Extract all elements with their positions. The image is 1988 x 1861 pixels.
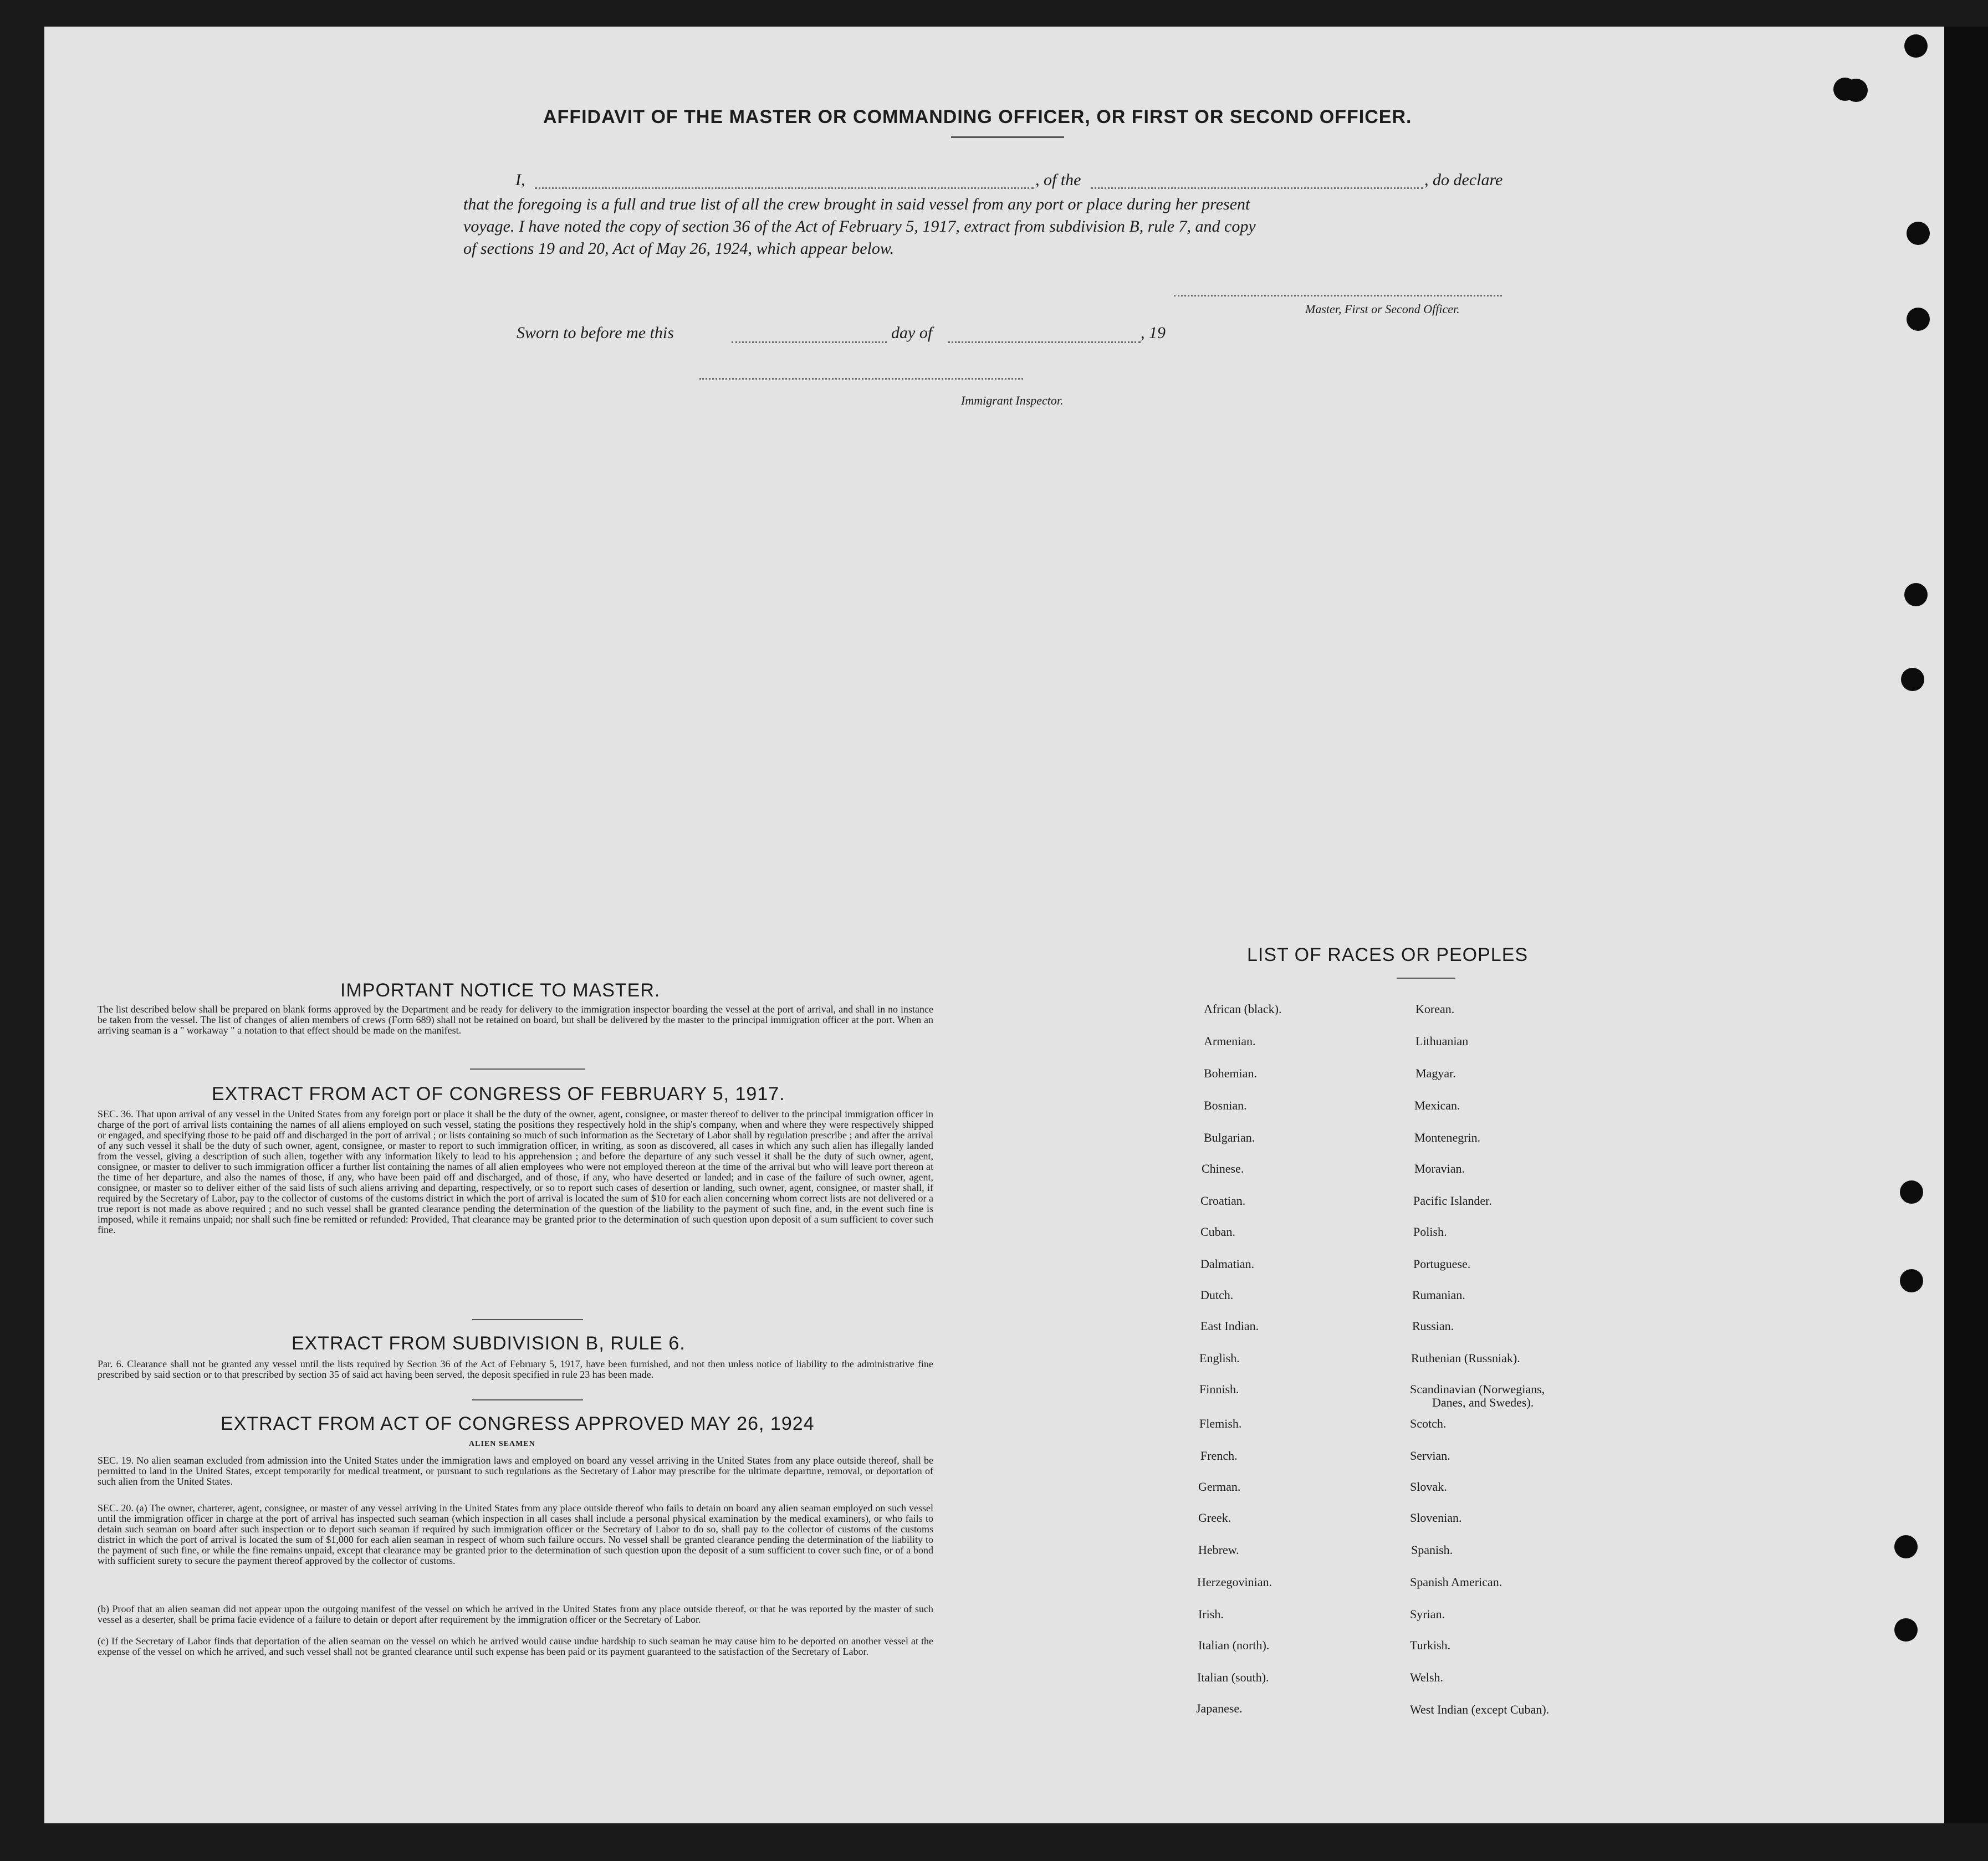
races-divider [1397, 978, 1455, 979]
race-item: Bohemian. [1204, 1066, 1257, 1080]
affidavit-text-line: that the foregoing is a full and true list of all the crew brought in said vessel from any port or place during her present [463, 195, 1250, 213]
sworn-month-field[interactable] [948, 341, 1141, 343]
year-label: , 19 [1141, 324, 1166, 342]
race-item: West Indian (except Cuban). [1410, 1702, 1550, 1716]
race-item: Herzegovinian. [1197, 1575, 1272, 1589]
race-item: Spanish. [1411, 1543, 1453, 1557]
race-item: Italian (south). [1197, 1670, 1269, 1684]
section-divider [472, 1399, 583, 1400]
binder-hole [1900, 1180, 1923, 1204]
race-item: Pacific Islander. [1413, 1194, 1492, 1208]
race-item: Moravian. [1414, 1162, 1465, 1175]
sworn-day-field[interactable] [732, 341, 887, 343]
inspector-signature-field[interactable] [699, 378, 1023, 380]
race-item: French. [1200, 1449, 1238, 1463]
day-of-label: day of [891, 324, 933, 342]
race-item: Cuban. [1200, 1225, 1235, 1239]
affidavit-title: AFFIDAVIT OF THE MASTER OR COMMANDING OFFICER, OR FIRST OR SECOND OFFICER. [543, 106, 1412, 127]
extract-1924-sec20b: (b) Proof that an alien seaman did not appear upon the outgoing manifest of the vessel on which he arrived in the United States from any place outside thereof, or that he was reported by the master of such vessel as a deserter, shall be prima facie evidence of a failure to detain or deport after requirement by the immigration officer or the Secretary of Labor. [98, 1603, 933, 1625]
race-item: Ruthenian (Russniak). [1411, 1351, 1520, 1365]
extract-1917-title: EXTRACT FROM ACT OF CONGRESS OF FEBRUARY 5, 1917. [212, 1083, 785, 1105]
race-item: Spanish American. [1410, 1575, 1503, 1589]
binder-hole [1833, 78, 1857, 101]
declarant-prefix: I, [515, 171, 525, 189]
race-item: English. [1199, 1351, 1240, 1365]
race-item: Turkish. [1410, 1638, 1451, 1652]
race-item: African (black). [1204, 1002, 1282, 1016]
scan-border [1944, 27, 1988, 1823]
master-signature-caption: Master, First or Second Officer. [1305, 302, 1460, 316]
affidavit-text-line: voyage. I have noted the copy of section 36 of the Act of February 5, 1917, extract from subdivision B, rule 7, and copy [463, 217, 1256, 236]
section-divider [470, 1068, 585, 1070]
race-item: Armenian. [1204, 1034, 1256, 1048]
affidavit-text-line: of sections 19 and 20, Act of May 26, 1924, which appear below. [463, 239, 895, 258]
extract-1924-sec20c: (c) If the Secretary of Labor finds that deportation of the alien seaman on the vessel on which he arrived would cause undue hardship to such seaman he may cause him to be deported on another vessel at the expense of the vessel on which he arrived, and such vessel shall not be granted clearance until such expense has been paid or its payment guaranteed to the satisfaction of the Secretary of Labor. [98, 1635, 933, 1657]
race-item: Polish. [1413, 1225, 1447, 1239]
extract-1917-text: SEC. 36. That upon arrival of any vessel in the United States from any foreign port or place it shall be the duty of the owner, agent, consignee, or master thereof to deliver to the principal immigration officer in charge of the port of arrival lists containing the names of all aliens employed on such vessel, stating the positions they respectively hold in the ship's company, when and where they were respectively shipped or engaged, and specifying those to be paid off and discharged in the port of arrival ; or lists containing so much of such information as the Secretary of Labor shall by regulation prescribe ; and after the arrival of any such vessel it shall be the duty of such owner, agent, consignee, or master to report to such immigration officer, in writing, as soon as discovered, all cases in which any such alien has illegally landed from the vessel, giving a description of such alien, together with any information likely to lead to his apprehension ; and before the departure of any such vessel it shall be the duty of such owner, agent, consignee, or master to deliver to such immigration officer a further list containing the names of all alien employees who were not employed thereon at the time of the arrival but who will leave port thereon at the time of her departure, and also the names of those, if any, who have been paid off and discharged, and of those, if any, who have deserted or landed; and in case of the failure of such owner, agent, consignee, or master so to deliver either of the said lists of such aliens arriving and departing, respectively, or so to report such cases of desertion or landing, such owner, agent, consignee, or master shall, if required by the Secretary of Labor, pay to the collector of customs of the customs district in which the port of arrival is located the sum of $10 for each alien concerning whom correct lists are not delivered or a true report is not made as above required ; and no such vessel shall be granted clearance pending the determination of the question of the liability to the payment of such fine, and, in the event such fine is imposed, while it remains unpaid; nor shall such fine be remitted or refunded: Provided, That clearance may be granted prior to the determination of such question upon deposit of a sum sufficient to cover such fine. [98, 1108, 933, 1235]
of-the-label: , of the [1035, 171, 1081, 189]
notice-text: The list described below shall be prepared on blank forms approved by the Department and be ready for delivery to the immigration inspector boarding the vessel at the port of arrival, and shall in no instance be taken from the vessel. The list of changes of alien members of crews (Form 689) shall not be retained on board, but shall be delivered by the master to the principal immigration officer at the port. When an arriving seaman is a " workaway " a notation to that effect should be made on the manifest. [98, 1004, 933, 1036]
race-item: Scotch. [1410, 1417, 1447, 1430]
race-item: Mexican. [1414, 1098, 1460, 1112]
title-divider [951, 136, 1064, 138]
race-item: Servian. [1410, 1449, 1450, 1463]
extract-1924-title: EXTRACT FROM ACT OF CONGRESS APPROVED MAY 26, 1924 [221, 1413, 815, 1434]
binder-hole [1894, 1535, 1918, 1558]
extract-rule6-text: Par. 6. Clearance shall not be granted any vessel until the lists required by Section 36 of the Act of February 5, 1917, have been furnished, and not then unless notice of liability to the administrative fine prescribed by said section or to that prescribed by section 35 of said act having been served, the deposit specified in rule 23 has been made. [98, 1358, 933, 1380]
extract-1924-sec20a: SEC. 20. (a) The owner, charterer, agent, consignee, or master of any vessel arriving in the United States from any place outside thereof who fails to detain on board any alien seaman employed on such vessel until the immigration officer in charge at the port of arrival has inspected such seaman (which inspection in all cases shall include a personal physical examination by the medical examiners), or who fails to detain such seaman on board after such inspection or to deport such seaman if required by such immigration officer or the Secretary of Labor to do so, shall pay to the collector of customs of the customs district in which the port of arrival is located the sum of $1,000 for each alien seaman in respect of whom such failure occurs. No vessel shall be granted clearance pending the determination of the liability to the payment of such fine, or while the fine remains unpaid, except that clearance may be granted prior to the determination of such question upon the deposit of a sum sufficient to cover such fine, or of a bond with sufficient surety to secure the payment thereof approved by the collector of customs. [98, 1502, 933, 1566]
race-item: Korean. [1415, 1002, 1455, 1016]
binder-hole [1904, 34, 1928, 58]
declarant-name-field[interactable] [535, 187, 1034, 189]
race-item: Japanese. [1196, 1701, 1243, 1715]
binder-hole [1907, 308, 1930, 331]
binder-hole [1900, 1269, 1923, 1292]
binder-hole [1894, 1618, 1918, 1642]
sworn-label: Sworn to before me this [517, 324, 674, 342]
races-title: LIST OF RACES OR PEOPLES [1247, 944, 1529, 965]
race-item: East Indian. [1200, 1319, 1259, 1333]
race-item: Greek. [1198, 1511, 1231, 1525]
race-item: Welsh. [1410, 1670, 1443, 1684]
race-item: Montenegrin. [1414, 1131, 1481, 1144]
race-item: Bosnian. [1204, 1098, 1247, 1112]
race-item: Russian. [1412, 1319, 1454, 1333]
inspector-caption: Immigrant Inspector. [961, 393, 1064, 407]
race-item: Chinese. [1202, 1162, 1244, 1175]
race-item: Dutch. [1200, 1288, 1234, 1302]
declare-label: , do declare [1424, 171, 1503, 189]
race-item: Croatian. [1200, 1194, 1246, 1208]
master-signature-field[interactable] [1174, 295, 1502, 296]
race-item: Magyar. [1415, 1066, 1456, 1080]
race-item: Danes, and Swedes). [1432, 1395, 1534, 1409]
race-item: Irish. [1198, 1607, 1224, 1621]
race-item: Portuguese. [1413, 1257, 1471, 1271]
race-item: Italian (north). [1198, 1638, 1270, 1652]
binder-hole [1907, 222, 1930, 245]
race-item: German. [1198, 1480, 1241, 1494]
race-item: Syrian. [1410, 1607, 1445, 1621]
binder-hole [1901, 668, 1924, 691]
section-divider [472, 1319, 583, 1320]
vessel-name-field[interactable] [1091, 187, 1423, 189]
notice-title: IMPORTANT NOTICE TO MASTER. [340, 980, 661, 1001]
extract-1924-subtitle: ALIEN SEAMEN [469, 1440, 535, 1448]
race-item: Bulgarian. [1204, 1131, 1255, 1144]
race-item: Rumanian. [1412, 1288, 1465, 1302]
race-item: Scandinavian (Norwegians, [1410, 1382, 1545, 1396]
race-item: Hebrew. [1198, 1543, 1239, 1557]
extract-1924-sec19: SEC. 19. No alien seaman excluded from admission into the United States under the immigration laws and employed on board any vessel arriving in the United States from any place outside thereof, shall be permitted to land in the United States, except temporarily for medical treatment, or pursuant to such regulations as the Secretary of Labor may prescribe for the ultimate departure, removal, or deportation of such alien from the United States. [98, 1455, 933, 1487]
race-item: Slovenian. [1410, 1511, 1462, 1525]
race-item: Finnish. [1199, 1382, 1239, 1396]
race-item: Flemish. [1199, 1417, 1242, 1430]
race-item: Slovak. [1410, 1480, 1447, 1494]
binder-hole [1904, 583, 1928, 606]
race-item: Lithuanian [1415, 1034, 1469, 1048]
race-item: Dalmatian. [1200, 1257, 1255, 1271]
extract-rule6-title: EXTRACT FROM SUBDIVISION B, RULE 6. [292, 1333, 686, 1354]
